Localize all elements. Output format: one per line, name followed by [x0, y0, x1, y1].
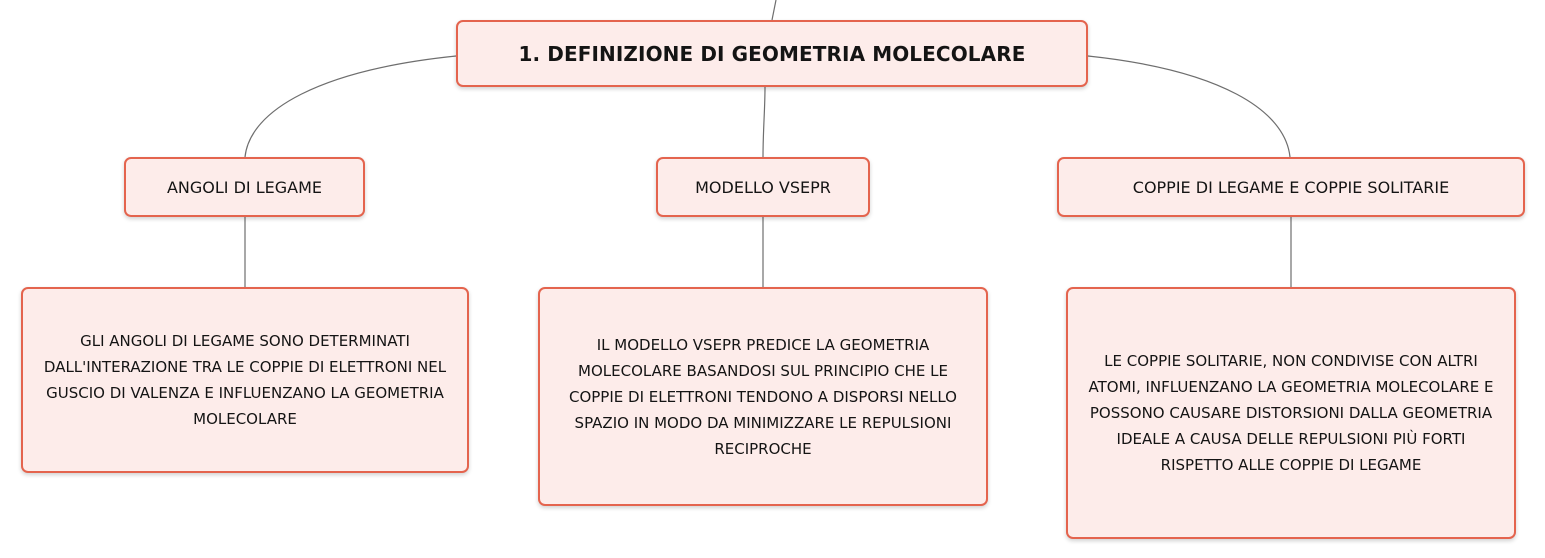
- detail-text: LE COPPIE SOLITARIE, NON CONDIVISE CON ALTRI ATOMI, INFLUENZANO LA GEOMETRIA MOLECOLARE E POSSONO CAUSARE DISTORSIONI DALLA GEOMETRIA IDEALE A CAUSA DELLE REPULSIONI PIÙ FORTI RISPETTO ALLE COPPIE DI LEGAME: [1088, 352, 1494, 474]
- topic-label: COPPIE DI LEGAME E COPPIE SOLITARIE: [1132, 177, 1450, 197]
- connector-parent-in: [772, 0, 776, 20]
- detail-text: GLI ANGOLI DI LEGAME SONO DETERMINATI DALL'INTERAZIONE TRA LE COPPIE DI ELETTRONI NEL GUSCIO DI VALENZA E INFLUENZANO LA GEOMETRIA MOLECOLARE: [43, 332, 447, 428]
- detail-node-coppie-di-legame[interactable]: [1066, 287, 1516, 539]
- root-topic-title: 1. DEFINIZIONE DI GEOMETRIA MOLECOLARE: [518, 41, 1026, 66]
- detail-text: IL MODELLO VSEPR PREDICE LA GEOMETRIA MOLECOLARE BASANDOSI SUL PRINCIPIO CHE LE COPPIE DI ELETTRONI TENDONO A DISPORSI NELLO SPAZIO IN MODO DA MINIMIZZARE LE REPULSIONI RECIPROCHE: [568, 335, 957, 458]
- detail-node-angoli-di-legame[interactable]: [21, 287, 469, 473]
- connector-root-topic-3: [1088, 56, 1290, 157]
- connector-root-topic-1: [245, 56, 456, 157]
- detail-node-modello-vsepr[interactable]: [538, 287, 988, 506]
- topic-node-modello-vsepr[interactable]: [656, 157, 870, 217]
- topic-label: ANGOLI DI LEGAME: [166, 177, 323, 197]
- topic-node-coppie-di-legame[interactable]: [1057, 157, 1525, 217]
- topic-label: MODELLO VSEPR: [695, 177, 831, 197]
- root-topic-node[interactable]: [456, 20, 1088, 87]
- connector-root-topic-2: [763, 87, 765, 157]
- topic-node-angoli-di-legame[interactable]: [124, 157, 365, 217]
